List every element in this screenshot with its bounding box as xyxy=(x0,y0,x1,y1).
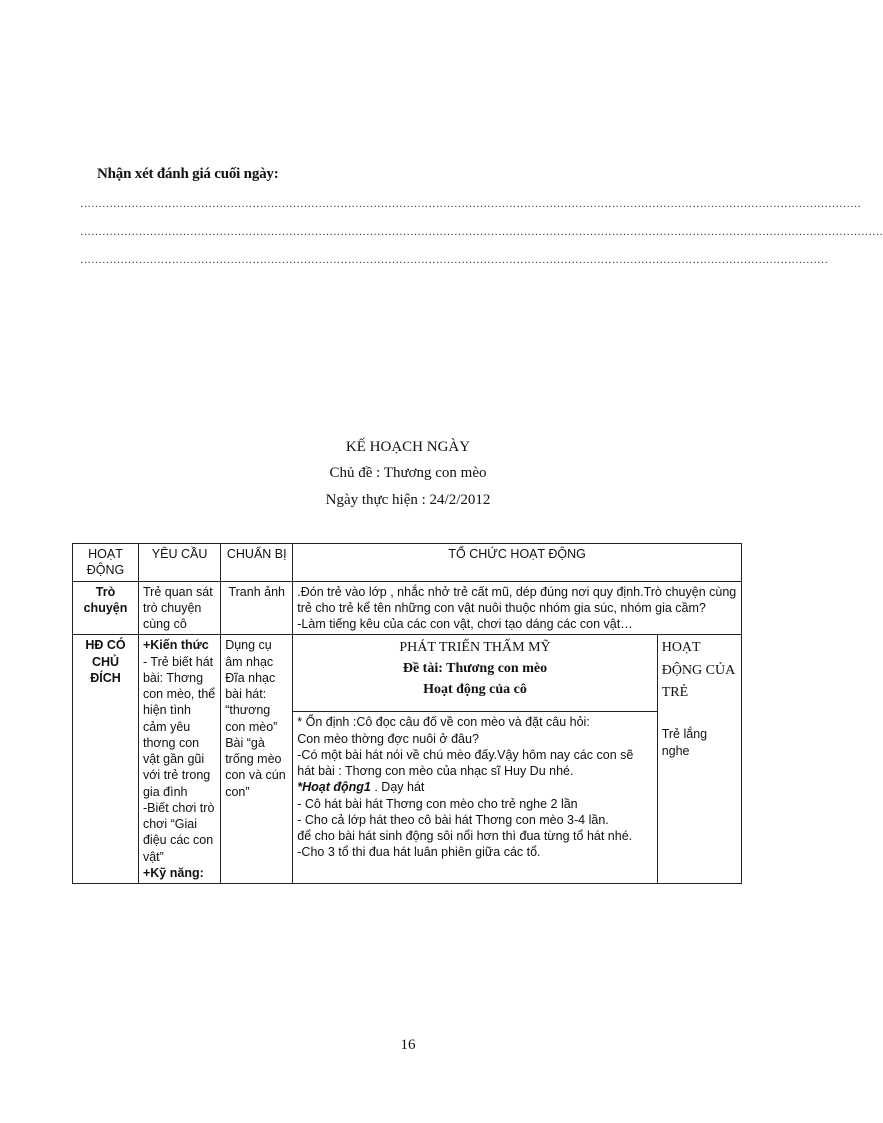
org-line-3: -Có một bài hát nói về chú mèo đấy.Vậy hôm nay các con sẽ hát bài : Thơng con mèo của nhạc sĩ Huy Du nhé. xyxy=(297,747,634,779)
table-row xyxy=(73,635,742,712)
teacher-heading: Hoạt động của cô xyxy=(423,682,527,698)
child-heading: HOẠT ĐỘNG CỦA TRẺ xyxy=(661,640,735,701)
req-knowledge-heading: +Kiến thức xyxy=(142,638,209,653)
header-requirement: YÊU CẦU xyxy=(138,544,220,582)
dotted-line-2: ………………………………………………………………………………………………………………………………………………………………………………………………… xyxy=(80,226,883,238)
page-number: 16 xyxy=(400,1037,416,1053)
org-line-8: -Cho 3 tổ thi đua hát luân phiên giữa các tổ. xyxy=(297,845,541,860)
row1-organization xyxy=(293,581,742,635)
prep-item-3: Bài “gà trống mèo con và cún con” xyxy=(225,735,286,799)
dotted-line-3: …………………………………………………………………………………………………………………………………………………………………………………… xyxy=(80,254,828,266)
table-header-row xyxy=(73,544,742,582)
plan-table xyxy=(72,543,742,884)
row1-activity: Trò chuyện xyxy=(73,581,139,635)
row1-preparation: Tranh ảnh xyxy=(221,581,293,635)
row2-requirement xyxy=(138,635,220,884)
row1-requirement: Trẻ quan sát trò chuyện cùng cô xyxy=(138,581,220,635)
subject-title: PHÁT TRIỂN THẨM MỸ xyxy=(399,640,551,656)
child-item-1: Trẻ lắng nghe xyxy=(661,727,708,758)
teacher-activity-heading-cell xyxy=(293,635,657,712)
org-line-4 xyxy=(297,779,652,795)
org-line-5: - Cô hát bài hát Thơng con mèo cho trẻ nghe 2 lần xyxy=(297,796,578,811)
org-line-2: Con mèo thờng đợc nuôi ở đâu? xyxy=(297,731,479,746)
header-organization: TỔ CHỨC HOẠT ĐỘNG xyxy=(293,544,742,582)
header-preparation: CHUẨN BỊ xyxy=(221,544,293,582)
plan-title: KẾ HOẠCH NGÀY xyxy=(345,439,471,455)
org-line-7: để cho bài hát sinh động sôi nổi hơn thì đua từng tổ hát nhé. xyxy=(297,829,633,844)
row1-line2: -Làm tiếng kêu của các con vật, chơi tạo dáng các con vật… xyxy=(297,617,633,631)
teacher-activity-cell xyxy=(293,712,657,884)
prep-item-1: Dụng cụ âm nhạc xyxy=(225,638,274,669)
prep-item-2: Đĩa nhạc bài hát: “thương con mèo” xyxy=(225,670,278,734)
activity-1-text: . Dạy hát xyxy=(374,780,425,795)
row1-line1: .Đón trẻ vào lớp , nhắc nhở trẻ cất mũ, dép đúng nơi quy định.Trò chuyện cùng trẻ cho trẻ kể tên những con vật nuôi thuộc nhóm gia súc, nhóm gia cầm? xyxy=(297,584,737,615)
header-activity: HOẠT ĐỘNG xyxy=(73,544,139,582)
plan-topic: Chủ đề : Thương con mèo xyxy=(329,465,487,481)
lesson-topic: Đề tài: Thương con mèo xyxy=(402,661,548,677)
plan-date: Ngày thực hiện : 24/2/2012 xyxy=(325,492,491,508)
table-row xyxy=(73,581,742,635)
row2-activity: HĐ CÓ CHỦ ĐÍCH xyxy=(73,635,139,884)
org-line-6: - Cho cả lớp hát theo cô bài hát Thơng con mèo 3-4 lần. xyxy=(297,812,609,827)
child-activity-cell xyxy=(657,635,741,884)
evaluation-title: Nhận xét đánh giá cuối ngày: xyxy=(97,166,279,182)
dotted-line-1: …………………………………………………………………………………………………………………………………………………………………………………………… xyxy=(80,198,861,210)
row2-preparation xyxy=(221,635,293,884)
activity-1-label: *Hoạt động1 xyxy=(297,780,371,795)
req-item-2: -Biết chơi trò chơi “Giai điệu các con vật” xyxy=(142,800,215,864)
org-line-1: * Ổn định :Cô đọc câu đố về con mèo và đặt câu hỏi: xyxy=(297,715,590,730)
req-item-1: - Trẻ biết hát bài: Thơng con mèo, thể hiện tình cảm yêu thơng con vật gần gũi với trẻ trong gia đình xyxy=(142,654,216,799)
req-skill-heading: +Kỹ năng: xyxy=(142,865,204,880)
